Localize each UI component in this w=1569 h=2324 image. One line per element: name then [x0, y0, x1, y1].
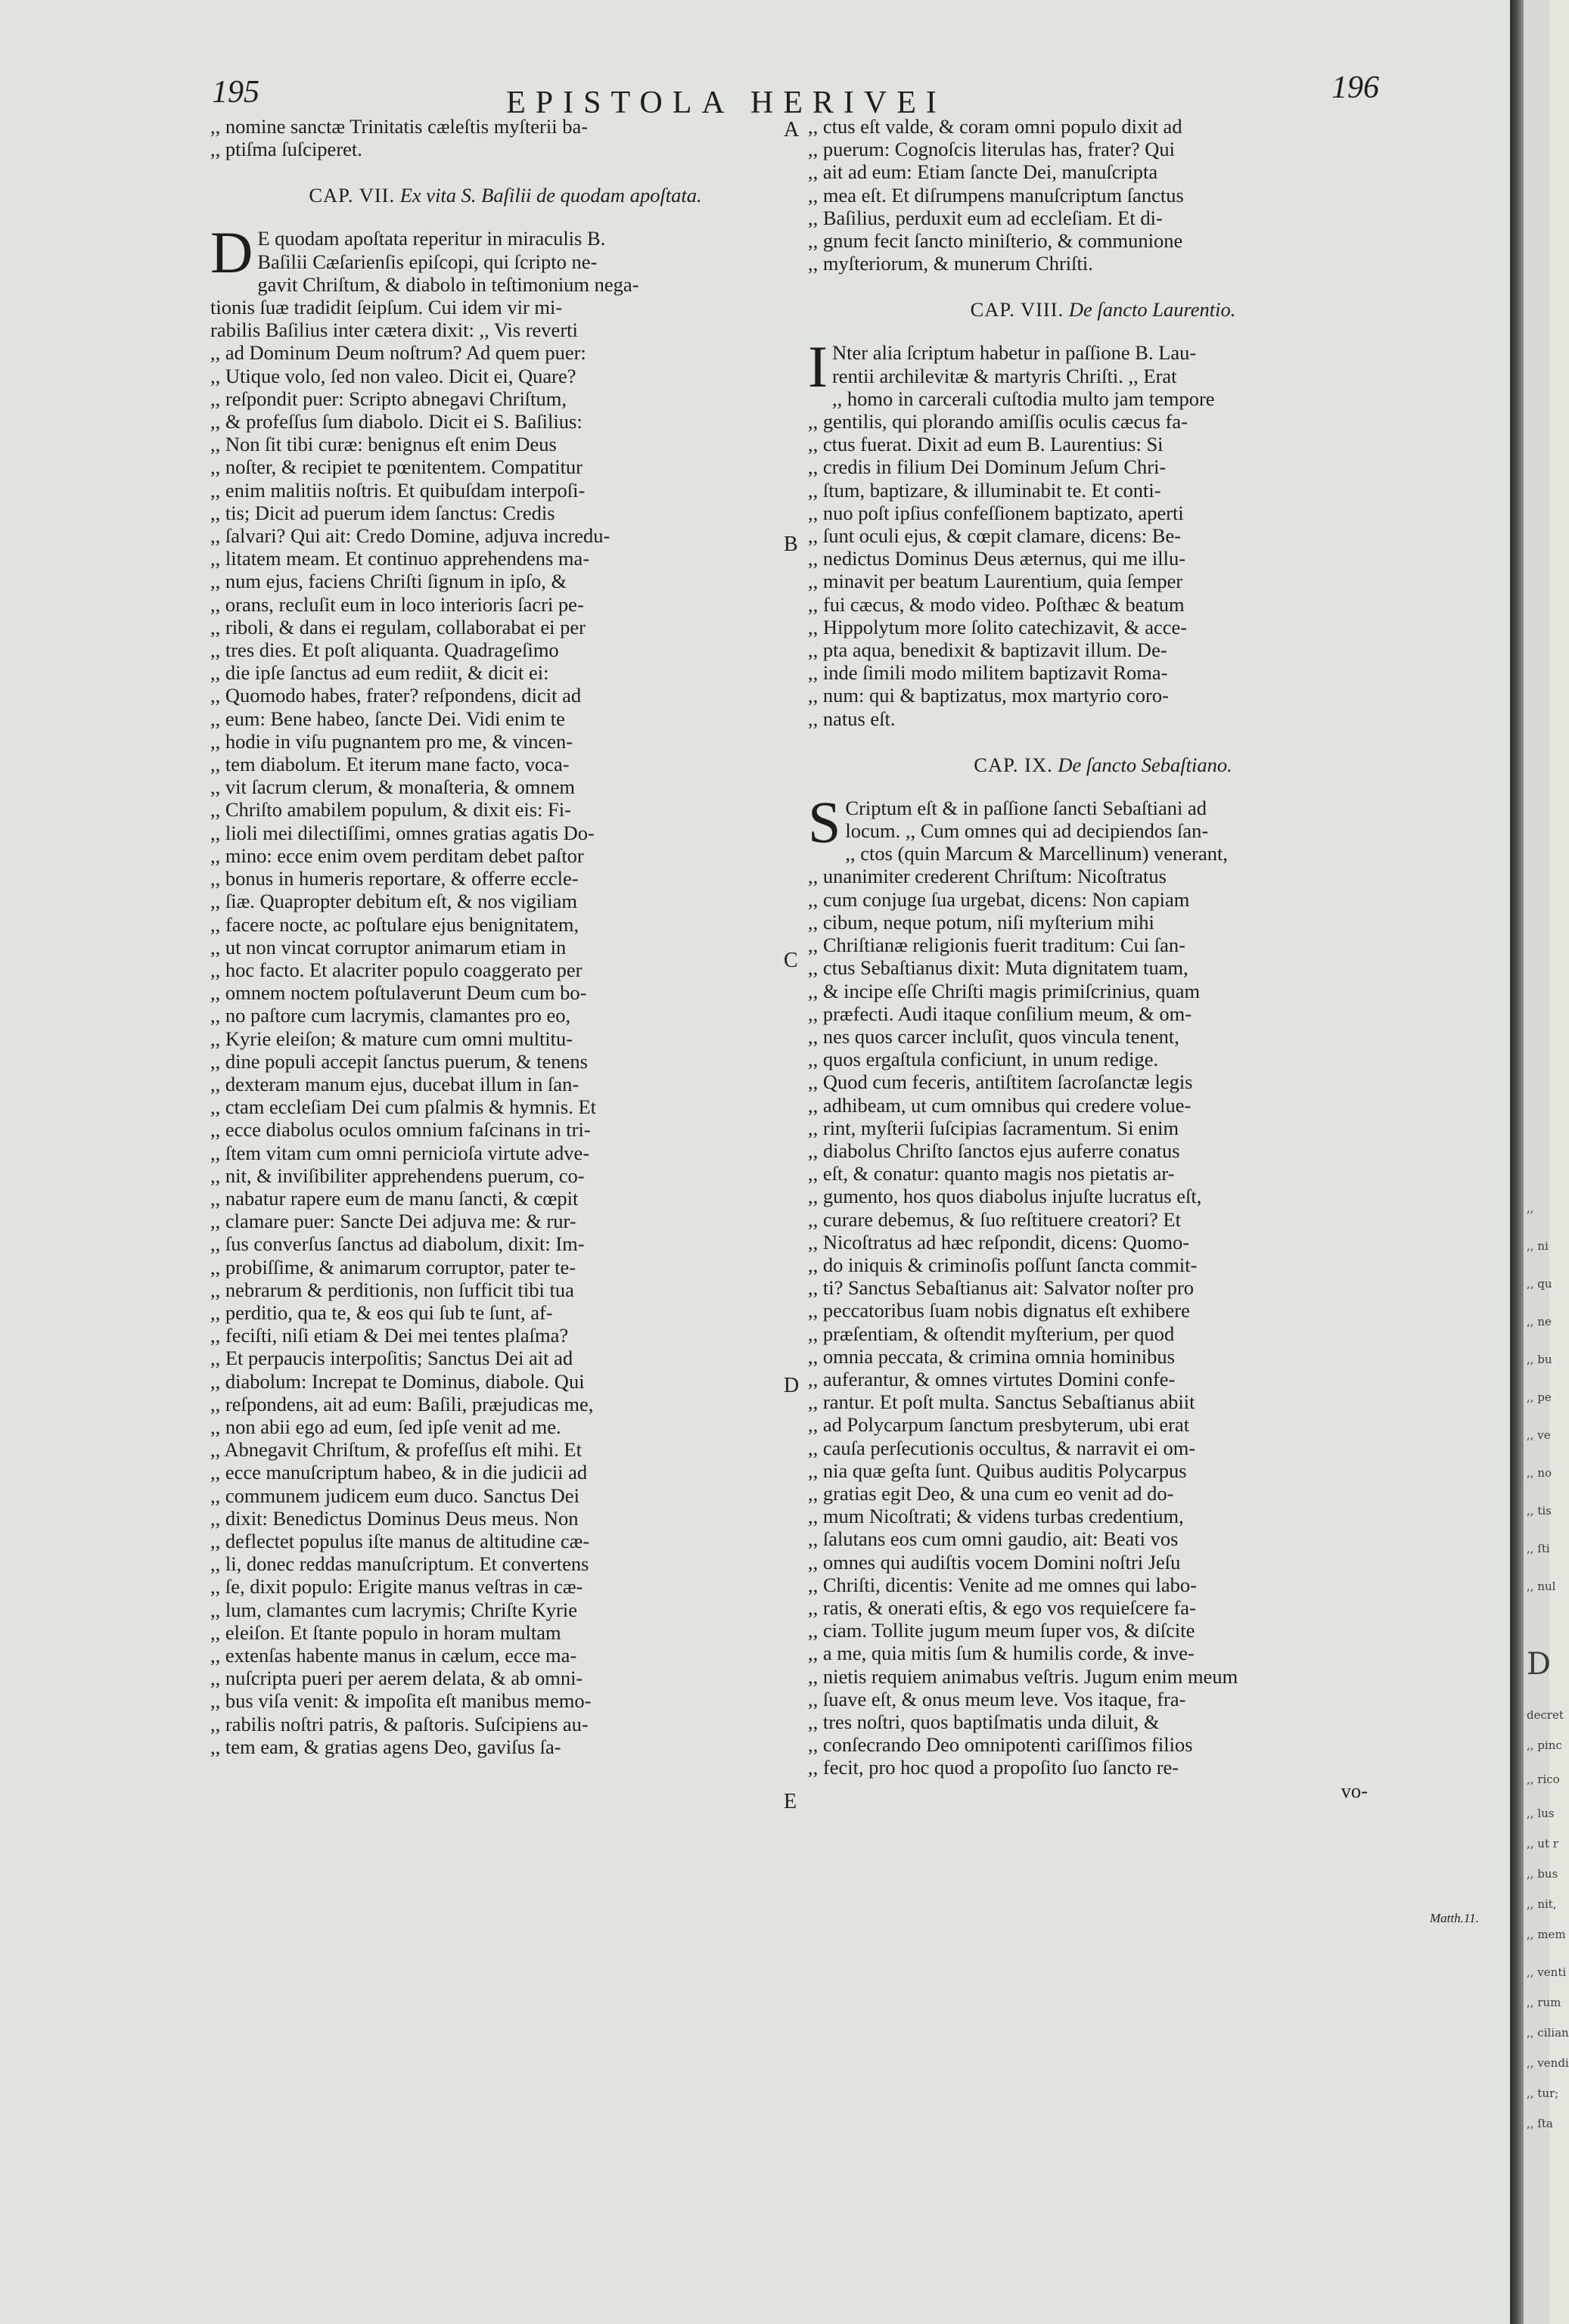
- text-line: ,, peccatoribus ſuam nobis dignatus eſt exhibere: [808, 1299, 1190, 1322]
- text-line: ,, nebrarum & perditionis, non ſufficit tibi tua: [210, 1278, 574, 1301]
- text-line: ,, mea eſt. Et diſrumpens manuſcriptum ſanctus: [808, 183, 1184, 207]
- text-line: ,, inde ſimili modo militem baptizavit Roma-: [808, 661, 1168, 685]
- adjacent-page-fragment: ,, tur;: [1527, 2086, 1559, 2100]
- catchword: vo-: [1341, 1779, 1368, 1802]
- text-line: ,, Chriſto amabilem populum, & dixit eis: Fi-: [210, 798, 571, 822]
- text-line: ,, minavit per beatum Laurentium, quia ſemper: [808, 570, 1183, 593]
- text-line: ,, ſe, dixit populo: Erigite manus veſtras in cæ-: [210, 1575, 583, 1599]
- book-binding-gutter: [1510, 0, 1524, 2324]
- text-line: ,, & incipe eſſe Chriſti magis primiſcrinius, quam: [808, 979, 1201, 1002]
- text-line: ,, fui cæcus, & modo video. Poſthæc & beatum: [808, 592, 1185, 616]
- adjacent-page-fragment: ,, tis: [1527, 1504, 1552, 1518]
- text-line: ,, tres noſtri, quos baptiſmatis unda diluit, &: [808, 1710, 1160, 1733]
- text-line: ,, rabilis noſtri patris, & paſtoris. Suſcipiens au-: [210, 1712, 589, 1735]
- adjacent-page-fragment: ,, bu: [1527, 1353, 1552, 1366]
- drop-cap: I: [808, 334, 828, 400]
- text-line: ,, eum: Bene habeo, ſancte Dei. Vidi enim te: [210, 707, 565, 730]
- adjacent-page-fragment: ,, rico: [1527, 1773, 1560, 1786]
- text-line: ,, ſalvari? Qui ait: Credo Domine, adjuva incredu-: [210, 524, 611, 548]
- text-line: ,, ti? Sanctus Sebaſtianus ait: Salvator noſter pro: [808, 1276, 1195, 1300]
- text-line: ,, hoc facto. Et alacriter populo coaggerato per: [210, 958, 583, 981]
- adjacent-page-fragment: ,, ve: [1527, 1428, 1551, 1442]
- text-line: ,, conſecrando Deo omnipotenti cariſſimos filios: [808, 1733, 1193, 1757]
- text-line: ,, non abii ego ad eum, ſed ipſe venit ad me.: [210, 1415, 561, 1438]
- text-line: ,, lum, clamantes cum lacrymis; Chriſte Kyrie: [210, 1598, 577, 1621]
- text-line: ,, gnum fecit ſancto miniſterio, & communione: [808, 229, 1183, 253]
- text-line: ,, nomine sanctæ Trinitatis cæleſtis myſterii ba-: [210, 115, 589, 138]
- chapter-9-text: [808, 788, 1398, 1779]
- text-line: ,, dixit: Benedictus Dominus Deus meus. Non: [210, 1506, 579, 1530]
- text-line: ,, facere nocte, ac poſtulare ejus benignitatem,: [210, 912, 579, 936]
- chapter-heading-7: [210, 180, 800, 210]
- adjacent-page-fragment: ,, cilian: [1527, 2026, 1569, 2040]
- chapter-title: Ex vita S. Baſilii de quodam apoſtata.: [399, 184, 702, 207]
- text-line: ,, communem judicem eum duco. Sanctus Dei: [210, 1484, 579, 1507]
- adjacent-page-fragment: ,, ut r: [1527, 1837, 1558, 1850]
- text-line: ,, hodie in viſu pugnantem pro me, & vincen-: [210, 729, 573, 753]
- chapter-8-text: [808, 334, 1398, 730]
- text-line: ,, ctus fuerat. Dixit ad eum B. Laurentius: Si: [808, 433, 1164, 456]
- text-line: ,, credis in filium Dei Dominum Jeſum Chri-: [808, 455, 1167, 479]
- text-line: ,, curare debemus, & ſuo reſtituere creatori? Et: [808, 1207, 1181, 1231]
- text-line: ,, litatem meam. Et continuo apprehendens ma-: [210, 547, 590, 570]
- text-line: ,, omnia peccata, & crimina omnia hominibus: [808, 1344, 1175, 1368]
- text-line: ,, gratias egit Deo, & una cum eo venit ad do-: [808, 1481, 1174, 1505]
- text-line: ,, noſter, & recipiet te pœnitentem. Compatitur: [210, 455, 583, 479]
- adjacent-page-fragment: decret: [1527, 1708, 1564, 1722]
- drop-cap: S: [808, 788, 841, 855]
- text-line: ,, nit, & inviſibiliter apprehendens puerum, co-: [210, 1164, 585, 1187]
- chapter-heading-9: [808, 750, 1398, 780]
- text-line: ,, ctam eccleſiam Dei cum pſalmis & hymnis. Et: [210, 1095, 596, 1119]
- chapter-9-lines: [808, 788, 1398, 1779]
- text-line: ,, diabolum: Increpat te Dominus, diabole. Qui: [210, 1369, 585, 1393]
- chapter-8-lines: [808, 334, 1398, 730]
- text-line: ,, natus eſt.: [808, 707, 896, 730]
- adjacent-page-fragment: ,, lus: [1527, 1807, 1555, 1820]
- text-line: ,, Chriſti, dicentis: Venite ad me omnes qui labo-: [808, 1573, 1197, 1596]
- text-line: ,, nes quos carcer incluſit, quos vincula tenent,: [808, 1024, 1179, 1048]
- text-line: ,, & profeſſus ſum diabolo. Dicit ei S. Baſilius:: [210, 410, 583, 433]
- text-line: tionis ſuæ tradidit ſeipſum. Cui idem vir mi-: [210, 296, 563, 319]
- text-line: ,, rantur. Et poſt multa. Sanctus Sebaſtianus abiit: [808, 1390, 1195, 1414]
- text-line: ,, reſpondit puer: Scripto abnegavi Chriſtum,: [210, 387, 567, 410]
- text-line: Criptum eſt & in paſſione ſancti Sebaſtiani ad: [845, 796, 1207, 819]
- running-head: EPISTOLA HERIVEI: [506, 85, 946, 120]
- text-line: rentii archilevitæ & martyris Chriſti. ,, Erat: [831, 364, 1177, 387]
- text-line: ,, Kyrie eleiſon; & mature cum omni multitu-: [210, 1027, 573, 1050]
- text-line: E quodam apoſtata reperitur in miraculis B.: [257, 227, 606, 250]
- text-line: ,, ſiæ. Quapropter debitum eſt, & nos vigiliam: [210, 890, 578, 913]
- text-line: ,, nietis requiem animabus veſtris. Jugum enim meum: [808, 1664, 1238, 1688]
- text-line: ,, Utique volo, ſed non valeo. Dicit ei, Quare?: [210, 364, 576, 387]
- text-line: ,, enim malitiis noſtris. Et quibuſdam interpoſi-: [210, 478, 586, 502]
- margin-letter-a: A: [784, 118, 800, 141]
- drop-cap: D: [210, 219, 253, 286]
- text-line: ,, gumento, hos quos diabolus injuſte lucratus eſt,: [808, 1185, 1202, 1208]
- text-line: ,, lioli mei dilectiſſimi, omnes gratias agatis Do-: [210, 821, 595, 844]
- text-line: ,, ſuave eſt, & onus meum leve. Vos itaque, fra-: [808, 1687, 1186, 1710]
- text-line: ,, dine populi accepit ſanctus puerum, & tenens: [210, 1049, 588, 1073]
- text-line: ,, cum conjuge ſua urgebat, dicens: Non capiam: [808, 887, 1190, 911]
- adjacent-page-fragment: ,, rum: [1527, 1996, 1561, 2009]
- text-line: ,, myſteriorum, & munerum Chriſti.: [808, 252, 1093, 275]
- adjacent-page-fragment: ,, qu: [1527, 1277, 1552, 1291]
- text-line: ,, tres dies. Et poſt aliquanta. Quadrageſimo: [210, 638, 559, 662]
- margin-letter-c: C: [784, 949, 798, 972]
- adjacent-page-fragment: D: [1527, 1647, 1552, 1682]
- left-intro: [210, 115, 800, 160]
- text-line: ,, extenſas habente manus in cælum, ecce ma-: [210, 1644, 577, 1667]
- page-number-left: 195: [212, 75, 259, 110]
- text-line: ,, ecce diabolus oculos omnium faſcinans in tri-: [210, 1118, 591, 1142]
- text-line: ,, ctus Sebaſtianus dixit: Muta dignitatem tuam,: [808, 956, 1188, 980]
- text-line: gavit Chriſtum, & diabolo in teſtimonium nega-: [257, 272, 639, 296]
- text-line: ,, eſt, & conatur: quanto magis nos pietatis ar-: [808, 1162, 1175, 1185]
- adjacent-page-fragment: ,, bus: [1527, 1867, 1558, 1881]
- left-column: [210, 115, 800, 1758]
- adjacent-page-fragment: ,, pinc: [1527, 1738, 1562, 1752]
- adjacent-page-fragment: ,, mem: [1527, 1928, 1566, 1941]
- text-line: ,, bus viſa venit: & impoſita eſt manibus memo-: [210, 1689, 592, 1713]
- text-line: ,, die ipſe ſanctus ad eum rediit, & dicit ei:: [210, 661, 549, 685]
- text-line: ,, ſtem vitam cum omni pernicioſa virtute adve-: [210, 1141, 590, 1164]
- text-line: ,, omnem noctem poſtulaverunt Deum cum bo-: [210, 981, 587, 1005]
- text-line: ,, Quod cum feceris, antiſtitem ſacroſanctæ legis: [808, 1070, 1193, 1094]
- text-line: ,, ſtum, baptizare, & illuminabit te. Et conti-: [808, 478, 1161, 502]
- adjacent-page-fragment: ,, vendi: [1527, 2056, 1569, 2070]
- text-line: ,, ctus eſt valde, & coram omni populo dixit ad: [808, 115, 1182, 138]
- text-line: Nter alia ſcriptum habetur in paſſione B. Lau-: [831, 341, 1197, 365]
- text-line: ,, ait ad eum: Etiam ſancte Dei, manuſcripta: [808, 160, 1158, 184]
- adjacent-page-fragment: ,, pe: [1527, 1390, 1552, 1404]
- text-line: locum. ,, Cum omnes qui ad decipiendos ſan-: [845, 819, 1209, 843]
- text-line: ,, riboli, & dans ei regulam, collaborabat ei per: [210, 615, 586, 638]
- text-line: ,, Chriſtianæ religionis fuerit traditum: Cui ſan-: [808, 934, 1186, 957]
- text-line: ,, ratis, & onerati eſtis, & ego vos requieſcere fa-: [808, 1595, 1196, 1619]
- text-line: ,, adhibeam, ut cum omnibus qui credere volue-: [808, 1093, 1192, 1117]
- text-line: ,, no paſtore cum lacrymis, clamantes pro eo,: [210, 1004, 571, 1027]
- text-line: ,, ad Dominum Deum noſtrum? Ad quem puer:: [210, 341, 586, 365]
- text-line: ,, dexteram manum ejus, ducebat illum in ſan-: [210, 1072, 579, 1095]
- adjacent-page-fragment: ,, ne: [1527, 1315, 1552, 1328]
- text-line: ,, homo in carcerali cuſtodia multo jam tempore: [831, 387, 1215, 410]
- chapter-title: De ſancto Laurentio.: [1068, 298, 1236, 322]
- chapter-7-lines: [210, 219, 800, 1758]
- text-line: ,, Hippolytum more ſolito catechizavit, & acce-: [808, 615, 1188, 638]
- text-line: ,, ſus converſus ſanctus ad diabolum, dixit: Im-: [210, 1232, 585, 1256]
- adjacent-page-fragment: ,, nit,: [1527, 1897, 1557, 1911]
- chapter-number: CAP. VII.: [309, 184, 396, 207]
- text-line: ,, mum Nicoſtrati; & videns turbas credentium,: [808, 1505, 1184, 1528]
- right-column: [808, 115, 1398, 1802]
- text-line: ,, a me, quia mitis ſum & humilis corde, & inve-: [808, 1642, 1195, 1665]
- chapter-heading-8: [808, 294, 1398, 325]
- text-line: ,, ctos (quin Marcum & Marcellinum) venerant,: [845, 842, 1228, 865]
- text-line: ,, ecce manuſcriptum habeo, & in die judicii ad: [210, 1461, 588, 1484]
- text-line: Baſilii Cæſarienſis epiſcopi, qui ſcripto ne-: [257, 250, 598, 273]
- adjacent-page-fragment: ,, no: [1527, 1466, 1552, 1480]
- text-line: ,, nuo poſt ipſius confeſſionem baptizato, aperti: [808, 501, 1184, 524]
- chapter-7-text: [210, 219, 800, 1758]
- text-line: ,, cibum, neque potum, niſi myſterium mihi: [808, 910, 1154, 934]
- text-line: ,, Baſilius, perduxit eum ad eccleſiam. Et di-: [808, 206, 1163, 229]
- text-line: ,, li, donec reddas manuſcriptum. Et convertens: [210, 1552, 589, 1576]
- text-line: ,, ſunt oculi ejus, & cœpit clamare, dicens: Be-: [808, 524, 1182, 548]
- text-line: ,, num: qui & baptizatus, mox martyrio coro-: [808, 684, 1169, 707]
- text-line: ,, nedictus Dominus Deus æternus, qui me illu-: [808, 547, 1186, 570]
- adjacent-page-fragment: ,,: [1527, 1201, 1534, 1215]
- text-line: ,, eleiſon. Et ſtante populo in horam multam: [210, 1620, 561, 1644]
- text-line: ,, probiſſime, & animarum corruptor, pater te-: [210, 1255, 576, 1279]
- text-line: ,, rint, myſterii ſuſcipias ſacramentum. Si enim: [808, 1116, 1179, 1139]
- text-line: ,, Et perpaucis interpoſitis; Sanctus Dei ait ad: [210, 1347, 573, 1370]
- text-line: ,, tis; Dicit ad puerum idem ſanctus: Credis: [210, 501, 555, 524]
- text-line: ,, ad Polycarpum ſanctum presbyterum, ubi erat: [808, 1413, 1190, 1437]
- text-line: ,, diabolus Chriſto ſanctos ejus auferre conatus: [808, 1139, 1180, 1162]
- text-line: ,, Abnegavit Chriſtum, & profeſſus eſt mihi. Et: [210, 1438, 582, 1462]
- chapter-number: CAP. IX.: [974, 753, 1053, 776]
- text-line: rabilis Baſilius inter cætera dixit: ,, Vis reverti: [210, 318, 578, 342]
- text-line: ,, nabatur rapere eum de manu ſancti, & cœpit: [210, 1186, 579, 1210]
- text-line: ,, puerum: Cognoſcis literulas has, frater? Qui: [808, 138, 1175, 161]
- adjacent-page-fragment: ,, nul: [1527, 1580, 1556, 1593]
- adjacent-page-fragment: ,, ſta: [1527, 2117, 1553, 2130]
- text-line: ,, ciam. Tollite jugum meum ſuper vos, & diſcite: [808, 1619, 1195, 1642]
- text-line: ,, orans, recluſit eum in loco interioris ſacri pe-: [210, 592, 584, 616]
- chapter-title: De ſancto Sebaſtiano.: [1058, 753, 1232, 776]
- text-line: ,, bonus in humeris reportare, & offerre eccle-: [210, 867, 579, 890]
- margin-note-scripture: Matth.11.: [1430, 1911, 1479, 1925]
- text-line: ,, fecit, pro hoc quod a propoſito ſuo ſancto re-: [808, 1756, 1179, 1779]
- text-line: ,, præſentiam, & oſtendit myſterium, per quod: [808, 1322, 1175, 1345]
- adjacent-page-fragment: ,, ni: [1527, 1239, 1549, 1253]
- text-line: ,, perditio, qua te, & eos qui ſub te ſunt, af-: [210, 1300, 553, 1324]
- text-line: ,, nia quæ geſta ſunt. Quibus auditis Polycarpus: [808, 1459, 1187, 1482]
- adjacent-page-fragment: ,, ſti: [1527, 1542, 1550, 1555]
- text-line: ,, feciſti, niſi etiam & Dei mei tentes plaſma?: [210, 1324, 569, 1347]
- margin-letter-b: B: [784, 533, 798, 556]
- text-line: ,, vit ſacrum clerum, & monaſteria, & omnem: [210, 775, 576, 799]
- text-line: ,, omnes qui audiſtis vocem Domini noſtri Jeſu: [808, 1550, 1181, 1574]
- text-line: ,, Non ſit tibi curæ: benignus eſt enim Deus: [210, 433, 557, 456]
- right-intro: [808, 115, 1398, 275]
- text-line: ,, auferantur, & omnes virtutes Domini confe-: [808, 1367, 1176, 1390]
- text-line: ,, do iniquis & criminoſis poſſunt ſancta commit-: [808, 1253, 1198, 1276]
- margin-letter-e: E: [784, 1790, 797, 1813]
- chapter-number: CAP. VIII.: [970, 298, 1064, 322]
- adjacent-page-edge: [1524, 0, 1569, 2324]
- adjacent-page-fragment: ,, venti: [1527, 1965, 1567, 1979]
- text-line: ,, num ejus, faciens Chriſti ſignum in ipſo, &: [210, 570, 567, 593]
- text-line: ,, quos ergaſtula conficiunt, in unum redige.: [808, 1048, 1159, 1071]
- text-line: ,, gentilis, qui plorando amiſſis oculis cæcus fa-: [808, 410, 1188, 433]
- text-line: ,, mino: ecce enim ovem perditam debet paſtor: [210, 844, 584, 867]
- text-line: ,, præfecti. Audi itaque conſilium meum, & om-: [808, 1002, 1192, 1025]
- text-line: ,, cauſa perſecutionis occultus, & narravit ei om-: [808, 1436, 1196, 1459]
- text-line: ,, ſalutans eos cum omni gaudio, ait: Beati vos: [808, 1527, 1179, 1551]
- text-line: ,, ut non vincat corruptor animarum etiam in: [210, 935, 567, 958]
- text-line: ,, ptiſma ſuſciperet.: [210, 138, 362, 161]
- text-line: ,, pta aqua, benedixit & baptizavit illum. De-: [808, 638, 1167, 662]
- margin-letter-d: D: [784, 1374, 800, 1397]
- text-line: ,, reſpondens, ait ad eum: Baſili, præjudicas me,: [210, 1392, 594, 1415]
- text-line: ,, deflectet populus iſte manus de altitudine cæ-: [210, 1529, 590, 1552]
- text-line: ,, tem eam, & gratias agens Deo, gaviſus ſa-: [210, 1735, 561, 1758]
- text-line: ,, nuſcripta pueri per aerem delata, & ab omni-: [210, 1667, 583, 1690]
- text-line: ,, Nicoſtratus ad hæc reſpondit, dicens: Quomo-: [808, 1230, 1190, 1254]
- text-line: ,, clamare puer: Sancte Dei adjuva me: & rur-: [210, 1210, 576, 1233]
- text-line: ,, tem diabolum. Et iterum mane facto, voca-: [210, 753, 570, 776]
- text-line: ,, unanimiter crederent Chriſtum: Nicoſtratus: [808, 865, 1167, 888]
- text-line: ,, Quomodo habes, frater? reſpondens, dicit ad: [210, 684, 582, 707]
- page-number-right: 196: [1331, 70, 1379, 105]
